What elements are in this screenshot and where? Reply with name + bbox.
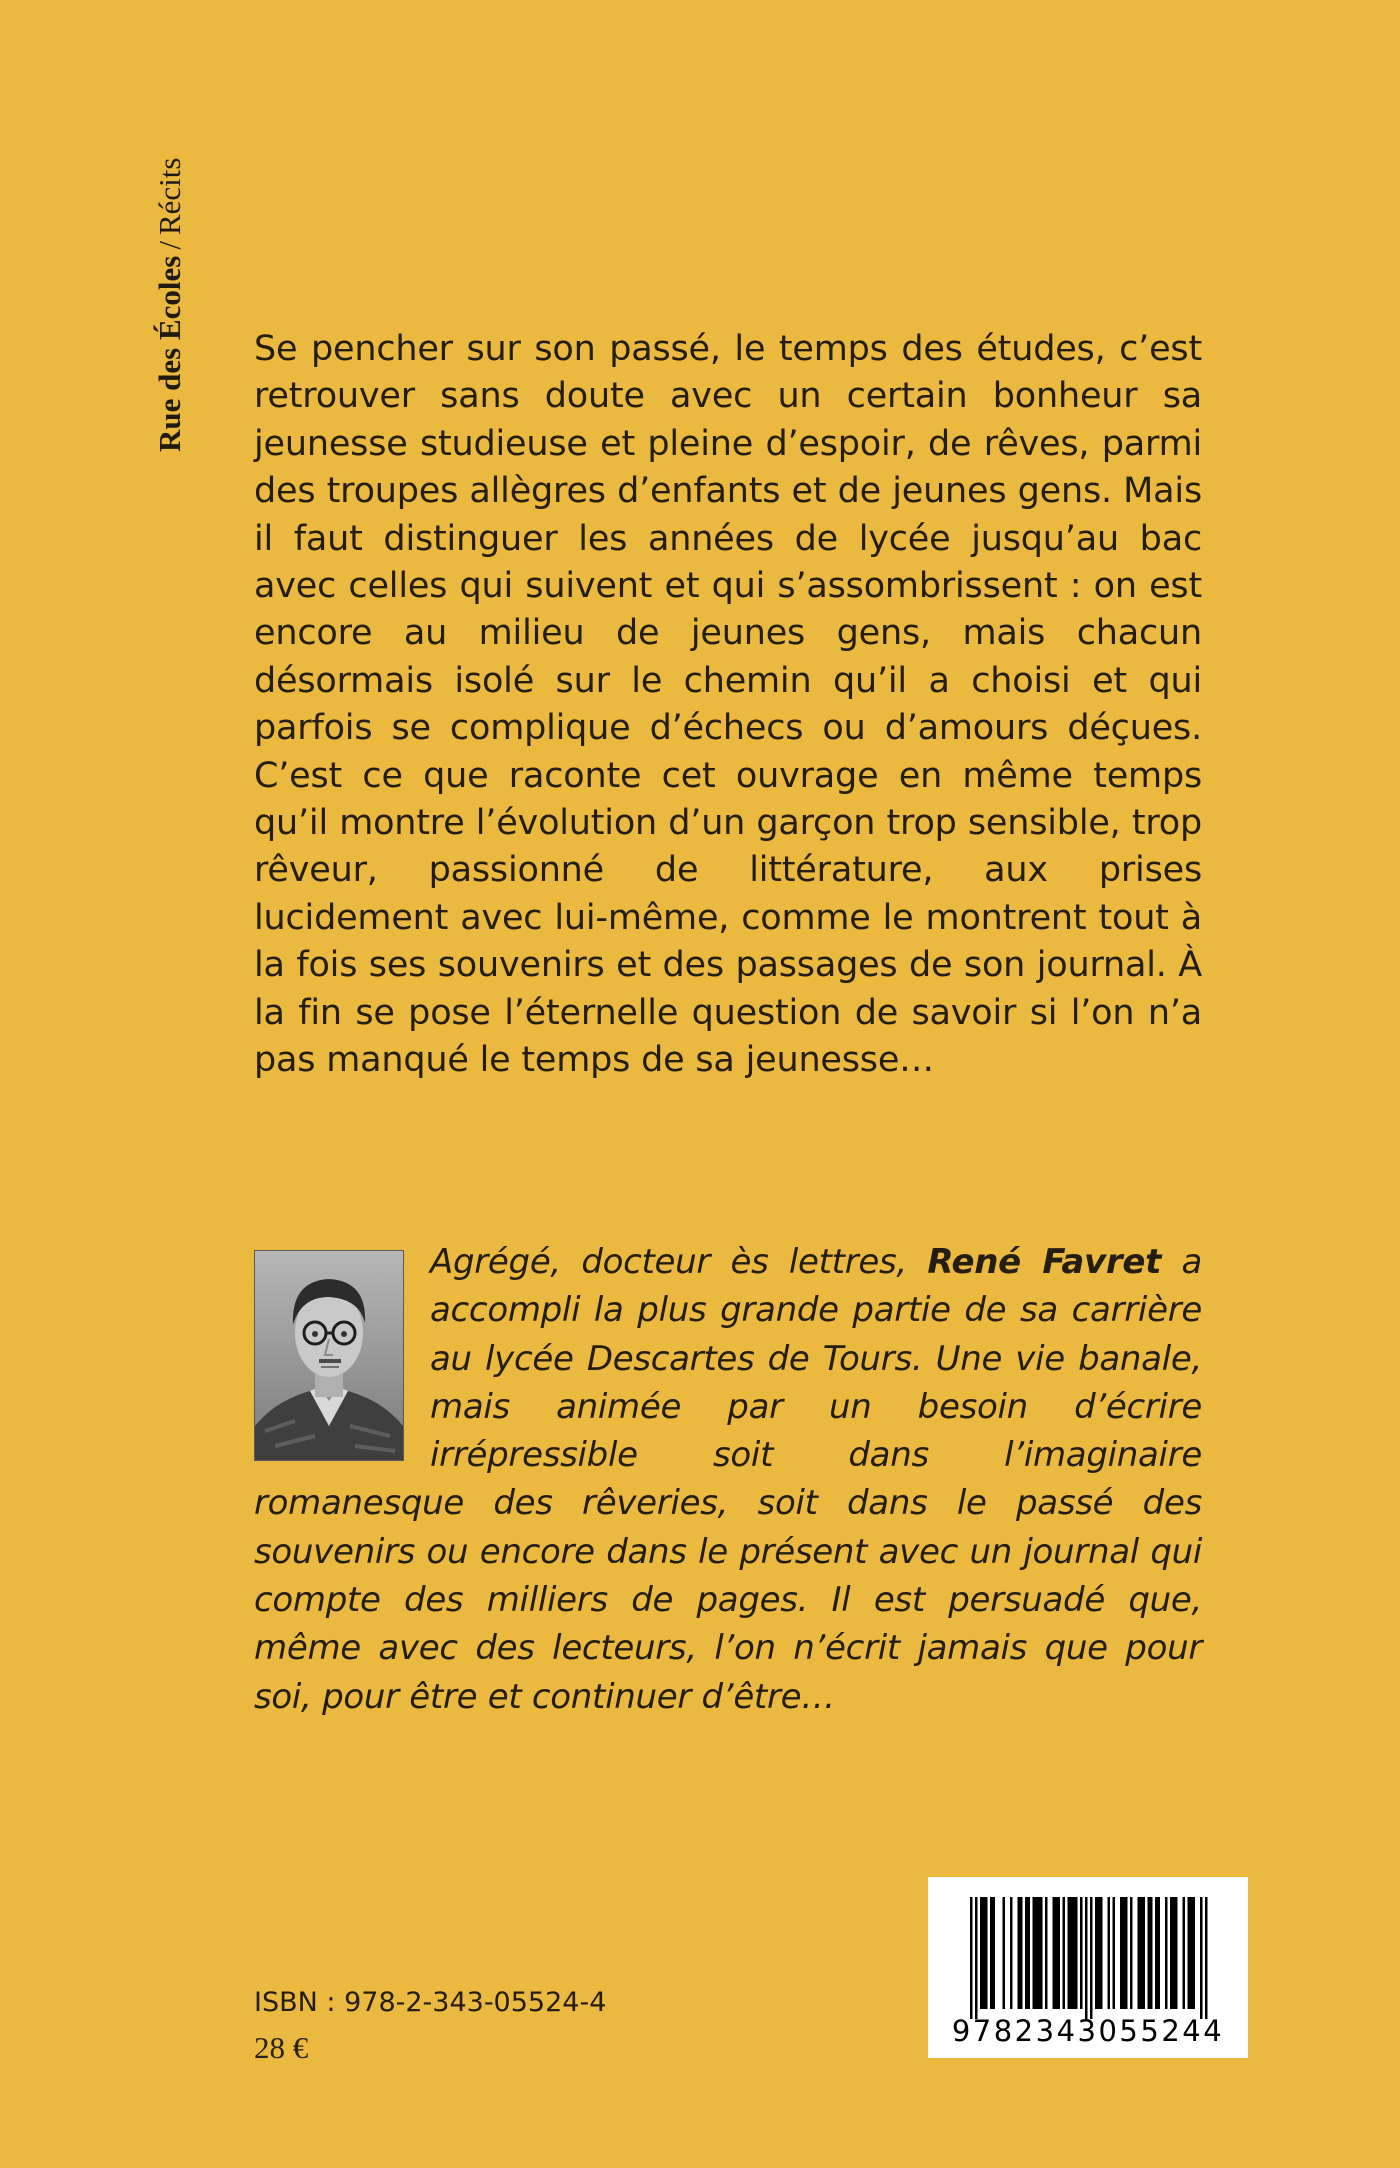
barcode-bar: [1020, 1897, 1023, 2009]
barcode-bar: [1113, 1897, 1116, 2009]
barcode-bar: [1010, 1897, 1013, 2009]
barcode-bar: [1155, 1897, 1158, 2009]
barcode-bar: [1080, 1897, 1083, 2009]
barcode-bar: [1040, 1897, 1043, 2009]
series-genre: Récits: [152, 157, 187, 236]
barcode-bar: [1158, 1897, 1161, 2009]
book-blurb: [254, 326, 1202, 1085]
barcode-bar: [1205, 1897, 1208, 2019]
barcode-bar: [1120, 1897, 1123, 2009]
barcode-bar: [1170, 1897, 1173, 2009]
barcode-bar: [1075, 1897, 1078, 2009]
barcode-bar: [1018, 1897, 1021, 2009]
barcode-bar: [1003, 1897, 1006, 2009]
barcode-bar: [1165, 1897, 1168, 2009]
series-separator: /: [152, 241, 187, 250]
author-intro: Agrégé, docteur ès lettres,: [430, 1242, 907, 1282]
barcode-bar: [980, 1897, 983, 2009]
price-label: 28 €: [254, 2030, 309, 2065]
barcode-bar: [1095, 1897, 1098, 2009]
barcode-bar: [1053, 1897, 1056, 2009]
barcode-bar: [975, 1897, 978, 2019]
barcode-bar: [983, 1897, 986, 2009]
author-bio: a accompli la plus grande partie de sa carrière au lycée Descartes de Tours. Une vie banale, mais animée par un besoin d’écrire irrépressible soit dans l’imaginaire romanesque des rêveries, soit dans le passé des souvenirs ou encore dans le présent avec un journal qui compte des milliers de pages. Il est persuadé que, même avec des lecteurs, l’on n’écrit jamais que pour soi, pour être et continuer d’être…: [254, 1242, 1202, 1717]
barcode-bar: [1148, 1897, 1151, 2009]
barcode-bar: [1035, 1897, 1038, 2009]
series-spine-label: [150, 82, 190, 452]
author-biography: [254, 1238, 1202, 1721]
barcode-bar: [1143, 1897, 1146, 2009]
author-name: René Favret: [927, 1242, 1162, 1282]
barcode-bar: [1190, 1897, 1193, 2009]
barcode-bar: [1130, 1897, 1133, 2009]
barcode-bar: [1058, 1897, 1061, 2009]
barcode-bar: [1098, 1897, 1101, 2009]
barcode-bar: [1100, 1897, 1103, 2009]
barcode-bar: [1063, 1897, 1066, 2009]
barcode-bar: [1200, 1897, 1203, 2019]
barcode-bar: [1028, 1897, 1031, 2009]
barcode-bar: [985, 1897, 988, 2009]
barcode-bar: [1138, 1897, 1141, 2009]
barcode-digits: 9782343055244: [951, 2014, 1225, 2048]
barcode-bar: [970, 1897, 973, 2019]
barcode-bar: [1125, 1897, 1128, 2009]
barcode-bar: [1038, 1897, 1041, 2009]
series-title: [150, 158, 190, 452]
barcode-bar: [990, 1897, 993, 2009]
barcode-bar: [1055, 1897, 1058, 2009]
barcode-bar: [1025, 1897, 1028, 2009]
barcode-bar: [1108, 1897, 1111, 2009]
author-portrait-image: [255, 1251, 403, 1460]
barcode-bar: [1188, 1897, 1191, 2009]
isbn-barcode: [928, 1877, 1248, 2058]
barcode-bar: [1173, 1897, 1176, 2009]
barcode-bar: [993, 1897, 996, 2009]
barcode-bar: [1070, 1897, 1073, 2009]
barcode-bar: [1045, 1897, 1048, 2009]
author-photo: [254, 1250, 404, 1461]
barcode-bar: [1193, 1897, 1196, 2009]
barcode-bar: [1150, 1897, 1153, 2009]
barcode-bar: [1073, 1897, 1076, 2009]
blurb-paragraph: Se pencher sur son passé, le temps des études, c’est retrouver sans doute avec un certain bonheur sa jeunesse studieuse et pleine d’espoir, de rêves, parmi des troupes allègres d’enfants et de jeunes gens. Mais il faut distinguer les années de lycée jusqu’au bac avec celles qui suivent et qui s’assombrissent : on est encore au milieu de jeunes gens, mais chacun désormais isolé sur le chemin qu’il a choisi et qui parfois se complique d’échecs ou d’amours déçues. C’est ce que raconte cet ouvrage en même temps qu’il montre l’évolution d’un garçon trop sensible, trop rêveur, passionné de littérature, aux prises lucidement avec lui-même, comme le montrent tout à la fois ses souvenirs et des passages de son journal. À la fin se pose l’éternelle question de savoir si l’on n’a pas manqué le temps de sa jeunesse…: [254, 329, 1202, 1081]
barcode-bar: [1123, 1897, 1126, 2009]
series-collection: Rue des Écoles: [152, 255, 187, 452]
barcode-bar: [1183, 1897, 1186, 2009]
barcode-bar: [1085, 1897, 1088, 2019]
barcode-bar: [1033, 1897, 1036, 2009]
barcode-bar: [1140, 1897, 1143, 2009]
barcode-bar: [1068, 1897, 1071, 2009]
isbn-label: ISBN : 978-2-343-05524-4: [254, 1987, 607, 2018]
barcode-bar: [1175, 1897, 1178, 2009]
barcode-bar: [1090, 1897, 1093, 2019]
